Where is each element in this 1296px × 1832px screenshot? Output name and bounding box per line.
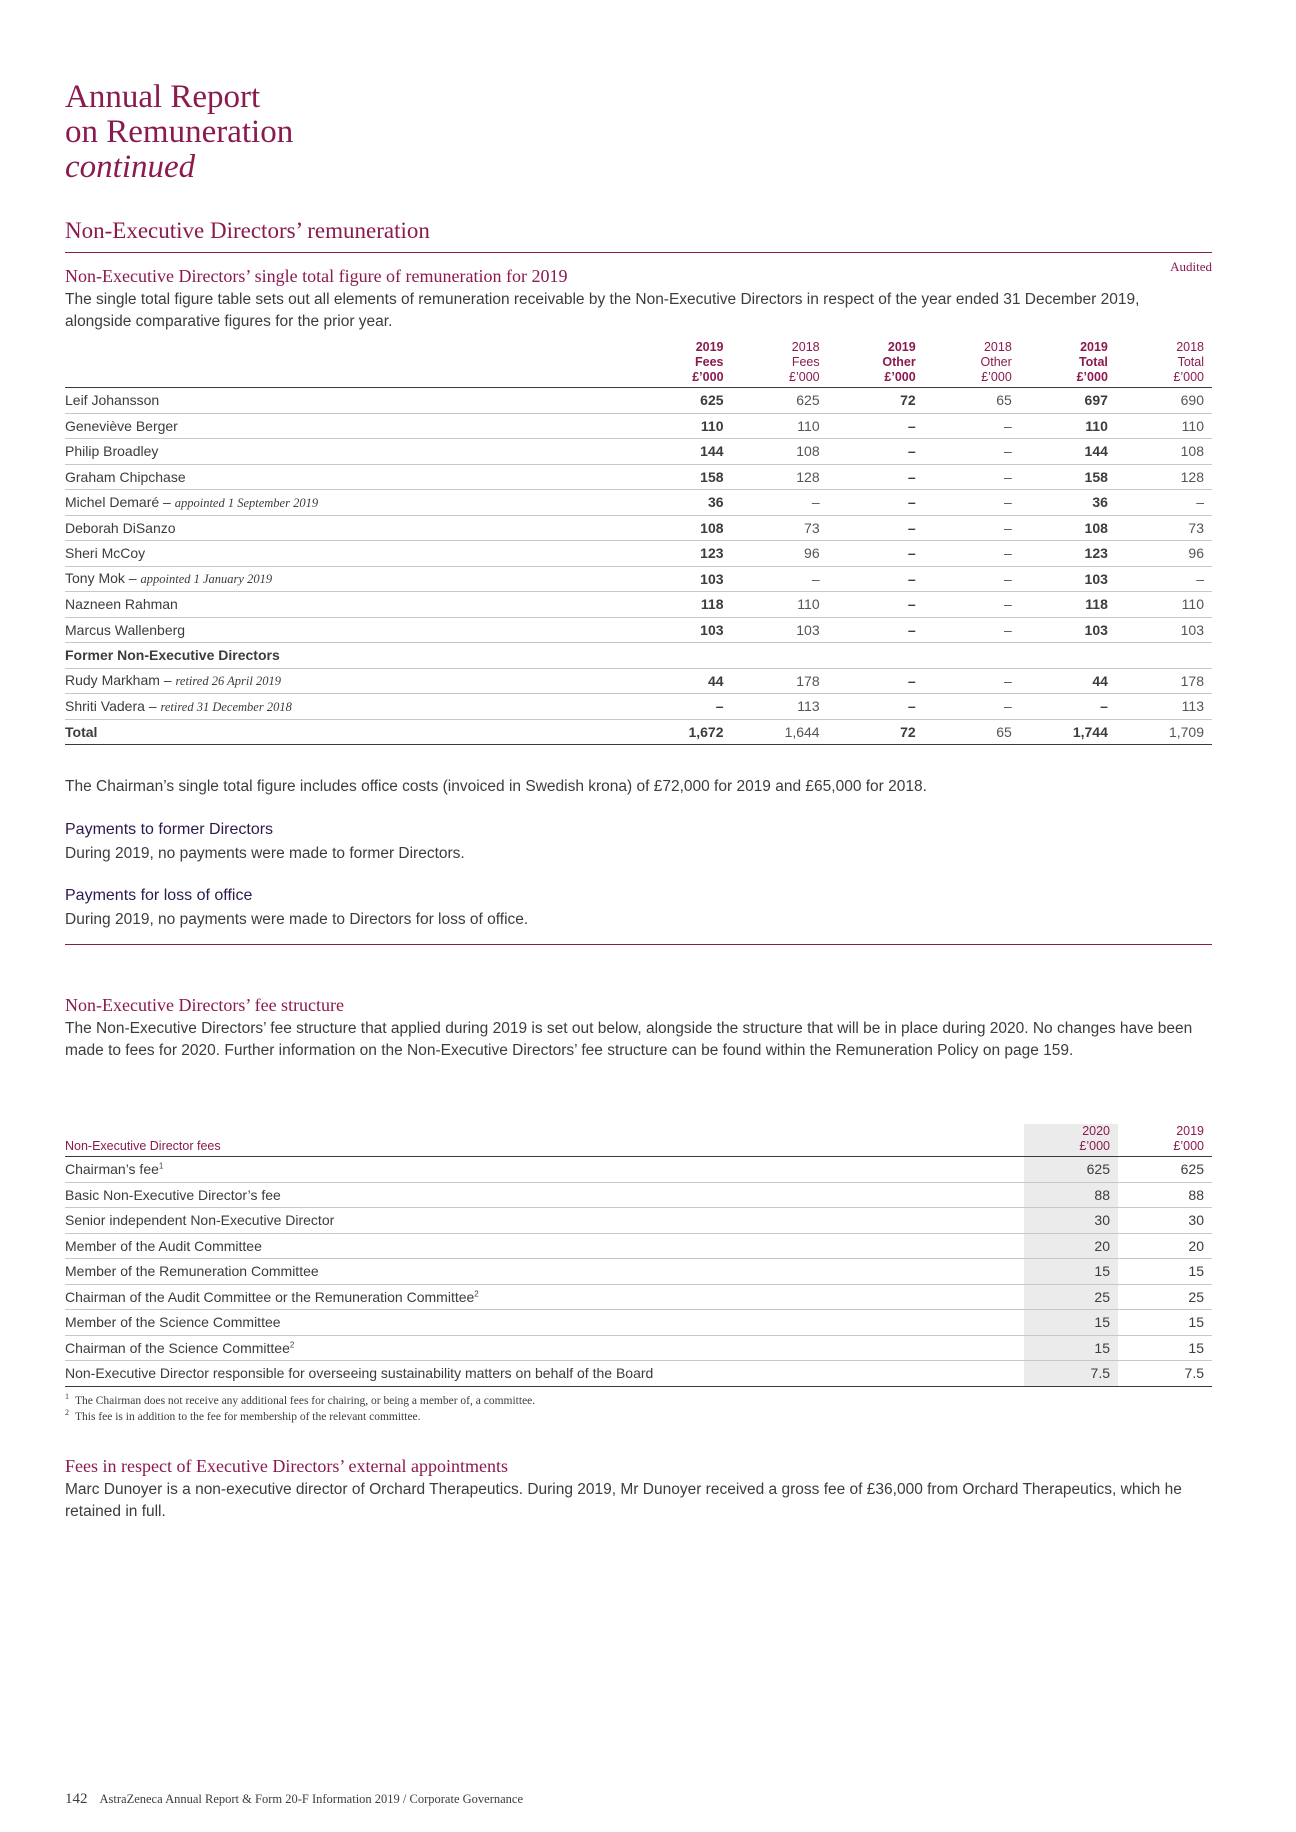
fee-row <box>65 1182 1212 1208</box>
fee-label: Senior independent Non-Executive Director <box>65 1208 1024 1234</box>
value-cell: 108 <box>635 515 731 541</box>
director-note: retired 31 December 2018 <box>160 699 292 714</box>
title-line-2: on Remuneration <box>65 114 294 150</box>
value-cell: 110 <box>1116 413 1212 439</box>
fee-2019: 25 <box>1118 1284 1212 1310</box>
value-cell: 108 <box>732 439 828 465</box>
table-row <box>65 566 1212 592</box>
fee-2020: 15 <box>1024 1310 1118 1336</box>
fee-row <box>65 1310 1212 1336</box>
value-cell: 128 <box>732 464 828 490</box>
fee-row <box>65 1361 1212 1387</box>
fee-label: Chairman of the Science Committee$^2$ <box>65 1335 1024 1361</box>
footnote: $^1$ The Chairman does not receive any additional fees for chairing, or being a member of, a committee. <box>65 1392 536 1407</box>
director-name: Total <box>65 719 635 745</box>
value-cell: 1,644 <box>732 719 828 745</box>
value-cell: 110 <box>635 413 731 439</box>
footnote: $^2$ This fee is in addition to the fee for membership of the relevant committee. <box>65 1408 421 1423</box>
col-header: 2019 Total £’000 <box>1020 340 1116 388</box>
table-header-row <box>65 340 1212 388</box>
value-cell: 96 <box>732 541 828 567</box>
col-header: 2018 Total £’000 <box>1116 340 1212 388</box>
value-cell: 72 <box>828 719 924 745</box>
fee-2020: 7.5 <box>1024 1361 1118 1387</box>
value-cell: – <box>732 566 828 592</box>
fee-row <box>65 1259 1212 1285</box>
fee-table <box>65 1124 1212 1387</box>
value-cell: – <box>924 515 1020 541</box>
payments-former-text: During 2019, no payments were made to former Directors. <box>65 845 465 862</box>
fee-structure-intro: The Non-Executive Directors’ fee structure that applied during 2019 is set out below, alongside the structure that will be in place during 2020. No changes have been made to fees for 2020. Further information on the Non-Executive Directors’ fee structure can be found within the Remuneration Policy on page 159. <box>65 1020 1193 1059</box>
value-cell: 96 <box>1116 541 1212 567</box>
fee-table-header-row <box>65 1124 1212 1157</box>
table-row <box>65 464 1212 490</box>
value-cell: 118 <box>635 592 731 618</box>
value-cell: – <box>828 464 924 490</box>
fee-2020: 25 <box>1024 1284 1118 1310</box>
payments-loss-heading: Payments for loss of office <box>65 887 253 904</box>
value-cell: 178 <box>1116 668 1212 694</box>
director-name: Philip Broadley <box>65 439 635 465</box>
fee-label: Chairman’s fee$^1$ <box>65 1157 1024 1183</box>
fee-row <box>65 1335 1212 1361</box>
value-cell: 1,709 <box>1116 719 1212 745</box>
value-cell: 178 <box>732 668 828 694</box>
section-heading: Non-Executive Directors’ remuneration <box>65 218 430 243</box>
value-cell: – <box>924 439 1020 465</box>
value-cell: 44 <box>1020 668 1116 694</box>
value-cell: 128 <box>1116 464 1212 490</box>
value-cell: – <box>828 668 924 694</box>
col-header: 2019 Other £’000 <box>828 340 924 388</box>
page-footer <box>65 1791 1212 1808</box>
value-cell: 118 <box>1020 592 1116 618</box>
header-blank <box>65 340 635 388</box>
footer-text: AstraZeneca Annual Report & Form 20-F Information 2019 / Corporate Governance <box>99 1792 523 1806</box>
director-name: Marcus Wallenberg <box>65 617 635 643</box>
fee-2019: 30 <box>1118 1208 1212 1234</box>
table-row <box>65 719 1212 745</box>
value-cell: – <box>1020 694 1116 720</box>
value-cell: – <box>1116 566 1212 592</box>
value-cell: 158 <box>1020 464 1116 490</box>
value-cell: – <box>828 541 924 567</box>
value-cell: – <box>924 617 1020 643</box>
value-cell: – <box>924 694 1020 720</box>
table-row <box>65 413 1212 439</box>
table-row <box>65 668 1212 694</box>
fee-label-header: Non-Executive Director fees <box>65 1124 1024 1157</box>
col-header-2019: 2019 £’000 <box>1118 1124 1212 1157</box>
value-cell: 158 <box>635 464 731 490</box>
fee-label: Member of the Science Committee <box>65 1310 1024 1336</box>
director-name: Nazneen Rahman <box>65 592 635 618</box>
director-note: appointed 1 January 2019 <box>140 572 273 587</box>
col-header: 2018 Other £’000 <box>924 340 1020 388</box>
fee-2019: 15 <box>1118 1335 1212 1361</box>
value-cell: – <box>924 566 1020 592</box>
value-cell: 103 <box>732 617 828 643</box>
value-cell: 113 <box>732 694 828 720</box>
value-cell: – <box>828 413 924 439</box>
fee-row <box>65 1157 1212 1183</box>
value-cell: 103 <box>1020 617 1116 643</box>
single-figure-table <box>65 340 1212 745</box>
value-cell: – <box>924 668 1020 694</box>
fee-2019: 7.5 <box>1118 1361 1212 1387</box>
value-cell: 144 <box>1020 439 1116 465</box>
value-cell: 144 <box>635 439 731 465</box>
fee-2020: 20 <box>1024 1233 1118 1259</box>
value-cell: 1,672 <box>635 719 731 745</box>
director-note: retired 26 April 2019 <box>175 674 281 689</box>
value-cell: – <box>828 617 924 643</box>
payments-loss-text: During 2019, no payments were made to Directors for loss of office. <box>65 911 529 928</box>
fee-label: Chairman of the Audit Committee or the Remuneration Committee$^2$ <box>65 1284 1024 1310</box>
value-cell: – <box>924 490 1020 516</box>
value-cell: 103 <box>1116 617 1212 643</box>
table-row <box>65 541 1212 567</box>
fee-2019: 88 <box>1118 1182 1212 1208</box>
table-row <box>65 439 1212 465</box>
value-cell: 113 <box>1116 694 1212 720</box>
former-directors-heading: Former Non-Executive Directors <box>65 643 1212 669</box>
value-cell: 44 <box>635 668 731 694</box>
director-name: Rudy Markham – retired 26 April 2019 <box>65 668 635 694</box>
value-cell: – <box>1116 490 1212 516</box>
page-number: 142 <box>65 1791 88 1807</box>
value-cell: 36 <box>635 490 731 516</box>
value-cell: – <box>924 592 1020 618</box>
value-cell: 108 <box>1020 515 1116 541</box>
title-line-3: continued <box>65 149 196 185</box>
value-cell: 73 <box>1116 515 1212 541</box>
value-cell: – <box>924 413 1020 439</box>
footnotes <box>65 1393 1212 1425</box>
value-cell: 625 <box>732 388 828 414</box>
single-figure-intro: The single total figure table sets out all elements of remuneration receivable by the Non-Executive Directors in respect of the year ended 31 December 2019, alongside comparative figures for the prior year. <box>65 291 1140 330</box>
value-cell: 1,744 <box>1020 719 1116 745</box>
value-cell: – <box>924 464 1020 490</box>
audited-label: Audited <box>1170 259 1212 274</box>
payments-former-heading: Payments to former Directors <box>65 821 274 838</box>
col-header-2020: 2020 £’000 <box>1024 1124 1118 1157</box>
table-row <box>65 388 1212 414</box>
value-cell: – <box>732 490 828 516</box>
director-name: Tony Mok – appointed 1 January 2019 <box>65 566 635 592</box>
director-name: Graham Chipchase <box>65 464 635 490</box>
fee-2020: 625 <box>1024 1157 1118 1183</box>
fee-2019: 15 <box>1118 1259 1212 1285</box>
director-name: Geneviève Berger <box>65 413 635 439</box>
external-text: Marc Dunoyer is a non-executive director of Orchard Therapeutics. During 2019, Mr Dunoyer received a gross fee of £36,000 from Orchard Therapeutics, which he retained in full. <box>65 1481 1182 1520</box>
director-name: Sheri McCoy <box>65 541 635 567</box>
value-cell: 690 <box>1116 388 1212 414</box>
section-rule-2 <box>65 944 1212 945</box>
value-cell: 36 <box>1020 490 1116 516</box>
fee-2019: 15 <box>1118 1310 1212 1336</box>
fee-label: Member of the Audit Committee <box>65 1233 1024 1259</box>
value-cell: 110 <box>1020 413 1116 439</box>
value-cell: – <box>828 592 924 618</box>
table-row <box>65 490 1212 516</box>
value-cell: 103 <box>635 566 731 592</box>
table-row <box>65 592 1212 618</box>
external-heading: Fees in respect of Executive Directors’ external appointments <box>65 1456 509 1476</box>
value-cell: 103 <box>1020 566 1116 592</box>
table-row <box>65 515 1212 541</box>
value-cell: 108 <box>1116 439 1212 465</box>
fee-row <box>65 1208 1212 1234</box>
fee-2019: 20 <box>1118 1233 1212 1259</box>
col-header: 2018 Fees £’000 <box>732 340 828 388</box>
director-name: Michel Demaré – appointed 1 September 2019 <box>65 490 635 516</box>
value-cell: – <box>635 694 731 720</box>
director-name: Leif Johansson <box>65 388 635 414</box>
section-rule <box>65 252 1212 253</box>
director-name: Shriti Vadera – retired 31 December 2018 <box>65 694 635 720</box>
value-cell: 697 <box>1020 388 1116 414</box>
value-cell: – <box>828 490 924 516</box>
value-cell: – <box>828 694 924 720</box>
page-title <box>65 80 665 185</box>
fee-2020: 30 <box>1024 1208 1118 1234</box>
value-cell: 73 <box>732 515 828 541</box>
table-row <box>65 694 1212 720</box>
fee-2019: 625 <box>1118 1157 1212 1183</box>
value-cell: – <box>924 541 1020 567</box>
value-cell: 103 <box>635 617 731 643</box>
single-figure-heading: Non-Executive Directors’ single total figure of remuneration for 2019 <box>65 266 568 286</box>
director-note: appointed 1 September 2019 <box>174 495 319 510</box>
fee-structure-heading: Non-Executive Directors’ fee structure <box>65 995 345 1015</box>
value-cell: – <box>828 439 924 465</box>
value-cell: 110 <box>1116 592 1212 618</box>
value-cell: 123 <box>635 541 731 567</box>
value-cell: 123 <box>1020 541 1116 567</box>
table-row <box>65 617 1212 643</box>
fee-2020: 15 <box>1024 1335 1118 1361</box>
fee-row <box>65 1233 1212 1259</box>
value-cell: 72 <box>828 388 924 414</box>
fee-label: Member of the Remuneration Committee <box>65 1259 1024 1285</box>
fee-2020: 88 <box>1024 1182 1118 1208</box>
fee-label: Basic Non-Executive Director’s fee <box>65 1182 1024 1208</box>
value-cell: 110 <box>732 413 828 439</box>
chairman-note: The Chairman’s single total figure includes office costs (invoiced in Swedish krona) of £72,000 for 2019 and £65,000 for 2018. <box>65 778 927 795</box>
value-cell: – <box>828 566 924 592</box>
col-header: 2019 Fees £’000 <box>635 340 731 388</box>
title-line-1: Annual Report <box>65 79 261 115</box>
value-cell: 110 <box>732 592 828 618</box>
former-directors-row <box>65 643 1212 669</box>
director-name: Deborah DiSanzo <box>65 515 635 541</box>
value-cell: 625 <box>635 388 731 414</box>
fee-2020: 15 <box>1024 1259 1118 1285</box>
fee-row <box>65 1284 1212 1310</box>
value-cell: 65 <box>924 388 1020 414</box>
value-cell: 65 <box>924 719 1020 745</box>
value-cell: – <box>828 515 924 541</box>
fee-label: Non-Executive Director responsible for overseeing sustainability matters on behalf of the Board <box>65 1361 1024 1387</box>
